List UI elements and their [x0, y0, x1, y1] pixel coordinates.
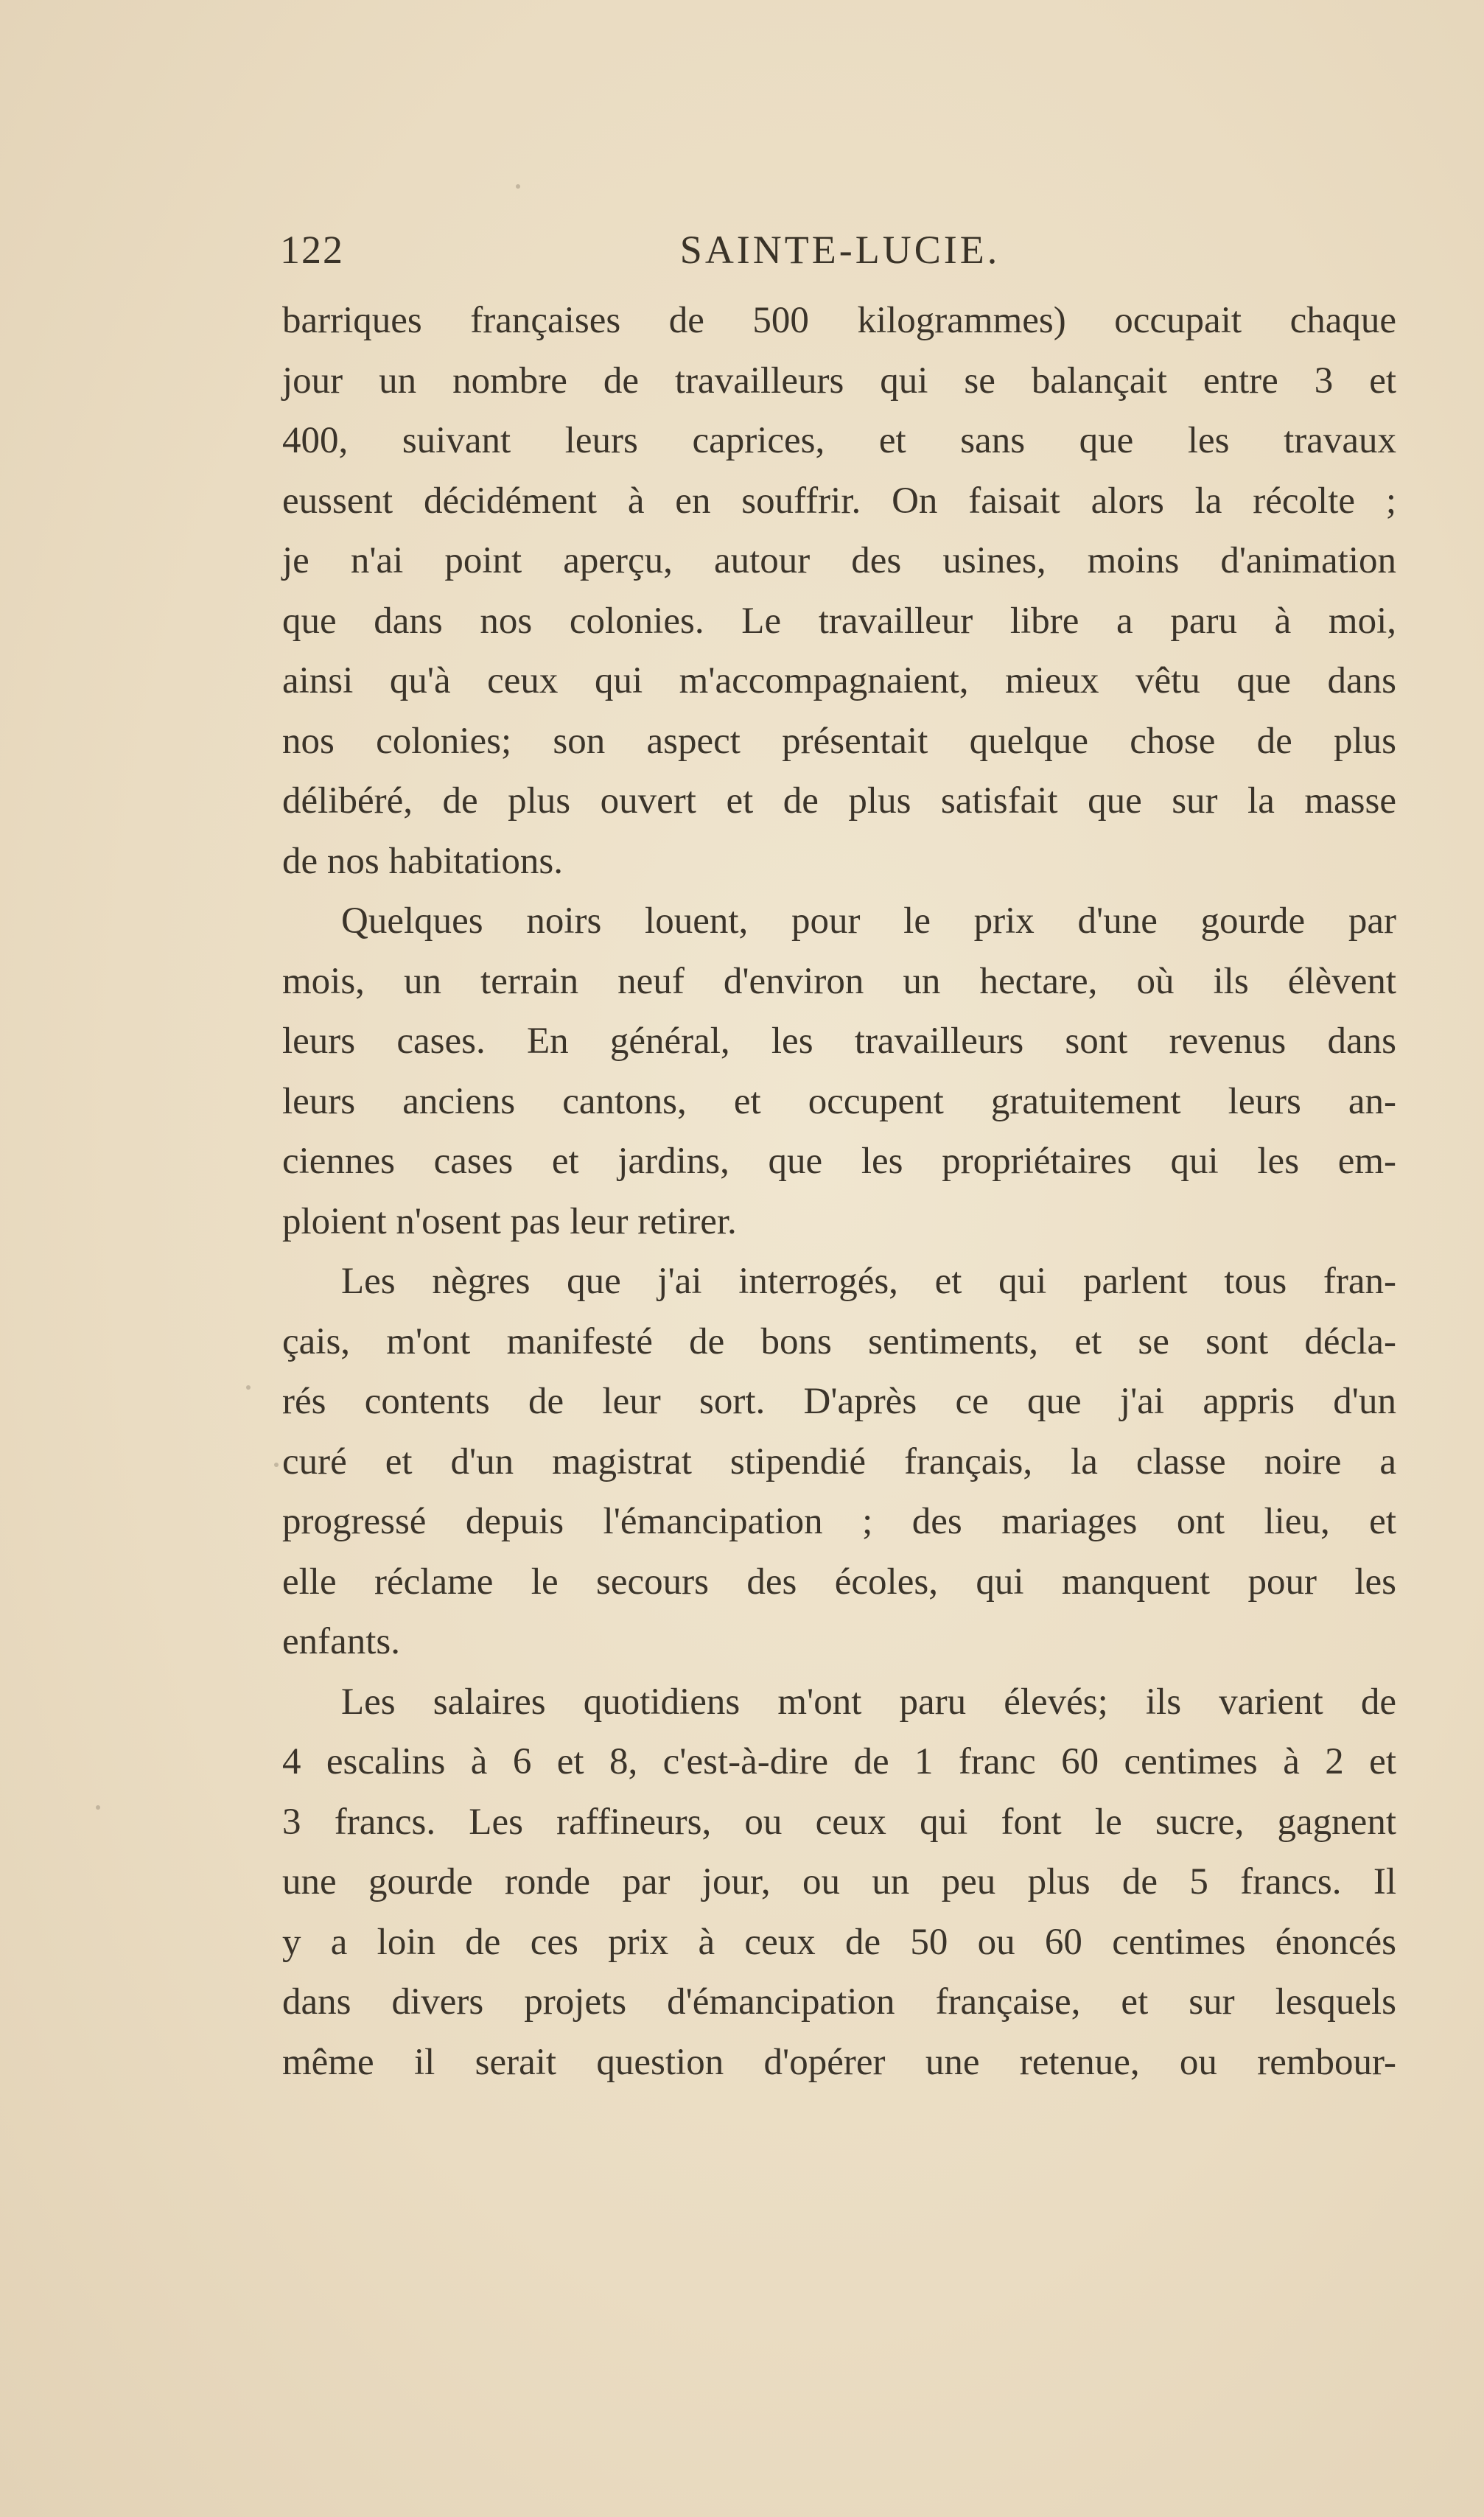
text-line: leurs anciens cantons, et occupent gratuitement leurs an-	[282, 1080, 1396, 1122]
text-line: ciennes cases et jardins, que les propriétaires qui les em-	[282, 1141, 1396, 1182]
paragraph-4	[282, 1673, 1396, 2093]
text-line: çais, m'ont manifesté de bons sentiments, et se sont décla-	[282, 1320, 1396, 1362]
running-head	[280, 227, 1400, 286]
paper-blemish	[516, 184, 520, 189]
text-line: y a loin de ces prix à ceux de 50 ou 60 centimes énoncés	[282, 1921, 1396, 1963]
paragraph-3	[282, 1252, 1396, 1673]
text-line: barriques françaises de 500 kilogrammes) occupait chaque	[282, 300, 1396, 341]
paragraph-2	[282, 892, 1396, 1252]
text-line: rés contents de leur sort. D'après ce que j'ai appris d'un	[282, 1381, 1396, 1422]
paper-blemish	[274, 1463, 279, 1467]
text-line: progressé depuis l'émancipation ; des mariages ont lieu, et	[282, 1501, 1396, 1542]
text-line: 4 escalins à 6 et 8, c'est-à-dire de 1 franc 60 centimes à 2 et	[282, 1741, 1396, 1782]
text-line: délibéré, de plus ouvert et de plus satisfait que sur la masse	[282, 780, 1396, 822]
paragraph-1	[282, 291, 1396, 892]
page-number: 122	[280, 228, 344, 272]
text-line: elle réclame le secours des écoles, qui manquent pour les	[282, 1561, 1396, 1603]
text-line: je n'ai point aperçu, autour des usines, moins d'animation	[282, 540, 1396, 581]
paper-blemish	[246, 1385, 251, 1390]
text-line: même il serait question d'opérer une retenue, ou rembour-	[282, 2041, 1396, 2083]
text-line: Quelques noirs louent, pour le prix d'une gourde par	[341, 900, 1396, 942]
paper-blemish	[96, 1805, 100, 1810]
text-line: ainsi qu'à ceux qui m'accompagnaient, mieux vêtu que dans	[282, 660, 1396, 701]
body-text	[282, 291, 1396, 2093]
text-line: que dans nos colonies. Le travailleur libre a paru à moi,	[282, 600, 1396, 642]
text-line: mois, un terrain neuf d'environ un hectare, où ils élèvent	[282, 960, 1396, 1002]
text-line: une gourde ronde par jour, ou un peu plus de 5 francs. Il	[282, 1861, 1396, 1902]
running-title: SAINTE-LUCIE.	[679, 228, 1001, 272]
text-line: dans divers projets d'émancipation française, et sur lesquels	[282, 1981, 1396, 2023]
text-line: leurs cases. En général, les travailleurs sont revenus dans	[282, 1021, 1396, 1062]
text-line: de nos habitations.	[282, 840, 564, 882]
text-line: 400, suivant leurs caprices, et sans que les travaux	[282, 420, 1396, 461]
text-line: curé et d'un magistrat stipendié français, la classe noire a	[282, 1440, 1396, 1482]
text-line: enfants.	[282, 1621, 401, 1662]
text-line: Les salaires quotidiens m'ont paru élevés; ils varient de	[341, 1681, 1396, 1723]
text-line: eussent décidément à en souffrir. On faisait alors la récolte ;	[282, 480, 1396, 522]
text-line: nos colonies; son aspect présentait quelque chose de plus	[282, 720, 1396, 762]
text-line: jour un nombre de travailleurs qui se balançait entre 3 et	[282, 360, 1396, 402]
text-line: ploient n'osent pas leur retirer.	[282, 1200, 737, 1242]
text-line: Les nègres que j'ai interrogés, et qui parlent tous fran-	[341, 1261, 1396, 1302]
text-line: 3 francs. Les raffineurs, ou ceux qui font le sucre, gagnent	[282, 1801, 1396, 1843]
